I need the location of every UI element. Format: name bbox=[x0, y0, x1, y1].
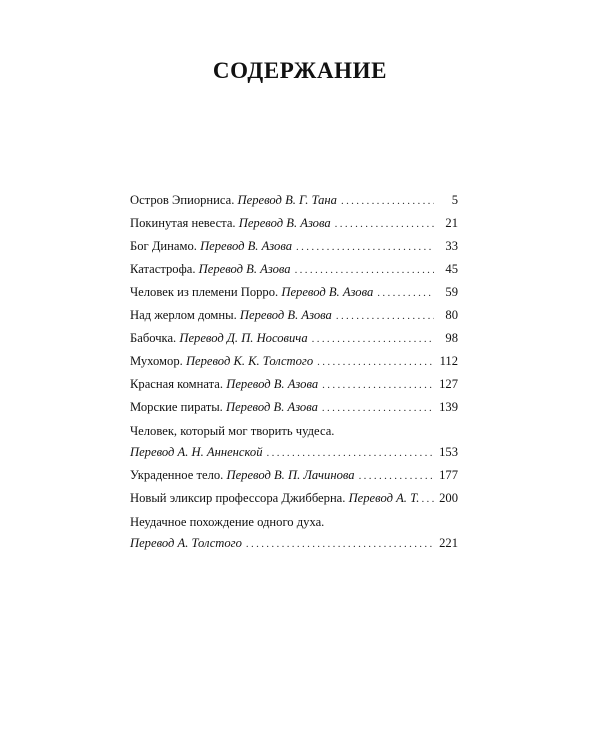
page-number: 112 bbox=[439, 354, 458, 368]
table-of-contents bbox=[130, 190, 458, 554]
toc-entry bbox=[130, 236, 458, 257]
story-title: Красная комната. bbox=[130, 377, 224, 391]
dot-leader bbox=[335, 214, 434, 234]
page-number: 5 bbox=[451, 193, 458, 207]
dot-leader bbox=[246, 534, 434, 554]
translator: Перевод В. Азова bbox=[239, 308, 332, 322]
story-title: Неудачное похождение одного духа. bbox=[130, 515, 325, 530]
page-number: 21 bbox=[445, 216, 458, 230]
page-number: 80 bbox=[445, 308, 458, 322]
toc-entry bbox=[130, 512, 458, 554]
dot-leader bbox=[322, 375, 434, 395]
translator: Перевод А. Н. Анненской bbox=[130, 444, 263, 459]
toc-entry bbox=[130, 465, 458, 486]
page-number: 139 bbox=[439, 400, 458, 414]
translator: Перевод В. Азова bbox=[198, 262, 291, 276]
translator: Перевод А. Толстого bbox=[130, 535, 242, 550]
toc-entry bbox=[130, 351, 458, 372]
translator: Перевод А. Т. bbox=[348, 490, 420, 505]
toc-entry bbox=[130, 374, 458, 395]
page-number: 33 bbox=[445, 239, 458, 253]
story-title: Украденное тело. bbox=[130, 467, 224, 482]
translator: Перевод К. К. Толстого bbox=[185, 354, 314, 368]
translator: Перевод В. Азова bbox=[281, 285, 374, 299]
translator: Перевод В. Азова bbox=[225, 400, 318, 414]
page-number: 153 bbox=[439, 444, 458, 459]
toc-entry bbox=[130, 397, 458, 418]
toc-entry bbox=[130, 421, 458, 463]
translator: Перевод В. Азова bbox=[226, 377, 319, 391]
toc-entry bbox=[130, 305, 458, 326]
dot-leader bbox=[322, 398, 434, 418]
story-title: Бог Динамо. bbox=[130, 239, 197, 253]
translator: Перевод В. П. Лачинова bbox=[226, 467, 355, 482]
page-number: 200 bbox=[439, 490, 458, 505]
toc-entry bbox=[130, 488, 458, 509]
story-title: Морские пираты. bbox=[130, 400, 223, 414]
story-title: Над жерлом домны. bbox=[130, 308, 237, 322]
toc-entry bbox=[130, 282, 458, 303]
story-title: Остров Эпиорниса. bbox=[130, 193, 235, 207]
translator: Перевод В. Г. Тана bbox=[237, 193, 337, 207]
story-title: Новый эликсир профессора Джибберна. bbox=[130, 490, 346, 505]
dot-leader bbox=[312, 329, 434, 349]
toc-entry bbox=[130, 328, 458, 349]
dot-leader bbox=[341, 191, 434, 211]
page-number: 177 bbox=[439, 467, 458, 482]
dot-leader bbox=[336, 306, 434, 326]
dot-leader bbox=[421, 489, 436, 509]
page-number: 59 bbox=[445, 285, 458, 299]
page-number: 221 bbox=[439, 535, 458, 550]
toc-entry bbox=[130, 259, 458, 280]
dot-leader bbox=[296, 237, 434, 257]
translator: Перевод В. Азова bbox=[238, 216, 331, 230]
toc-entry bbox=[130, 213, 458, 234]
story-title: Бабочка. bbox=[130, 331, 177, 345]
dot-leader bbox=[317, 352, 434, 372]
page-number: 127 bbox=[439, 377, 458, 391]
story-title: Человек, который мог творить чудеса. bbox=[130, 424, 335, 439]
page-number: 45 bbox=[445, 262, 458, 276]
translator: Перевод В. Азова bbox=[200, 239, 293, 253]
dot-leader bbox=[295, 260, 434, 280]
story-title: Покинутая невеста. bbox=[130, 216, 236, 230]
story-title: Мухомор. bbox=[130, 354, 183, 368]
dot-leader bbox=[267, 443, 434, 463]
translator: Перевод Д. П. Носовича bbox=[179, 331, 308, 345]
dot-leader bbox=[377, 283, 434, 303]
page-number: 98 bbox=[445, 331, 458, 345]
story-title: Катастрофа. bbox=[130, 262, 196, 276]
toc-entry bbox=[130, 190, 458, 211]
page-title: СОДЕРЖАНИЕ bbox=[212, 58, 388, 83]
story-title: Человек из племени Порро. bbox=[130, 285, 279, 299]
dot-leader bbox=[359, 466, 434, 486]
